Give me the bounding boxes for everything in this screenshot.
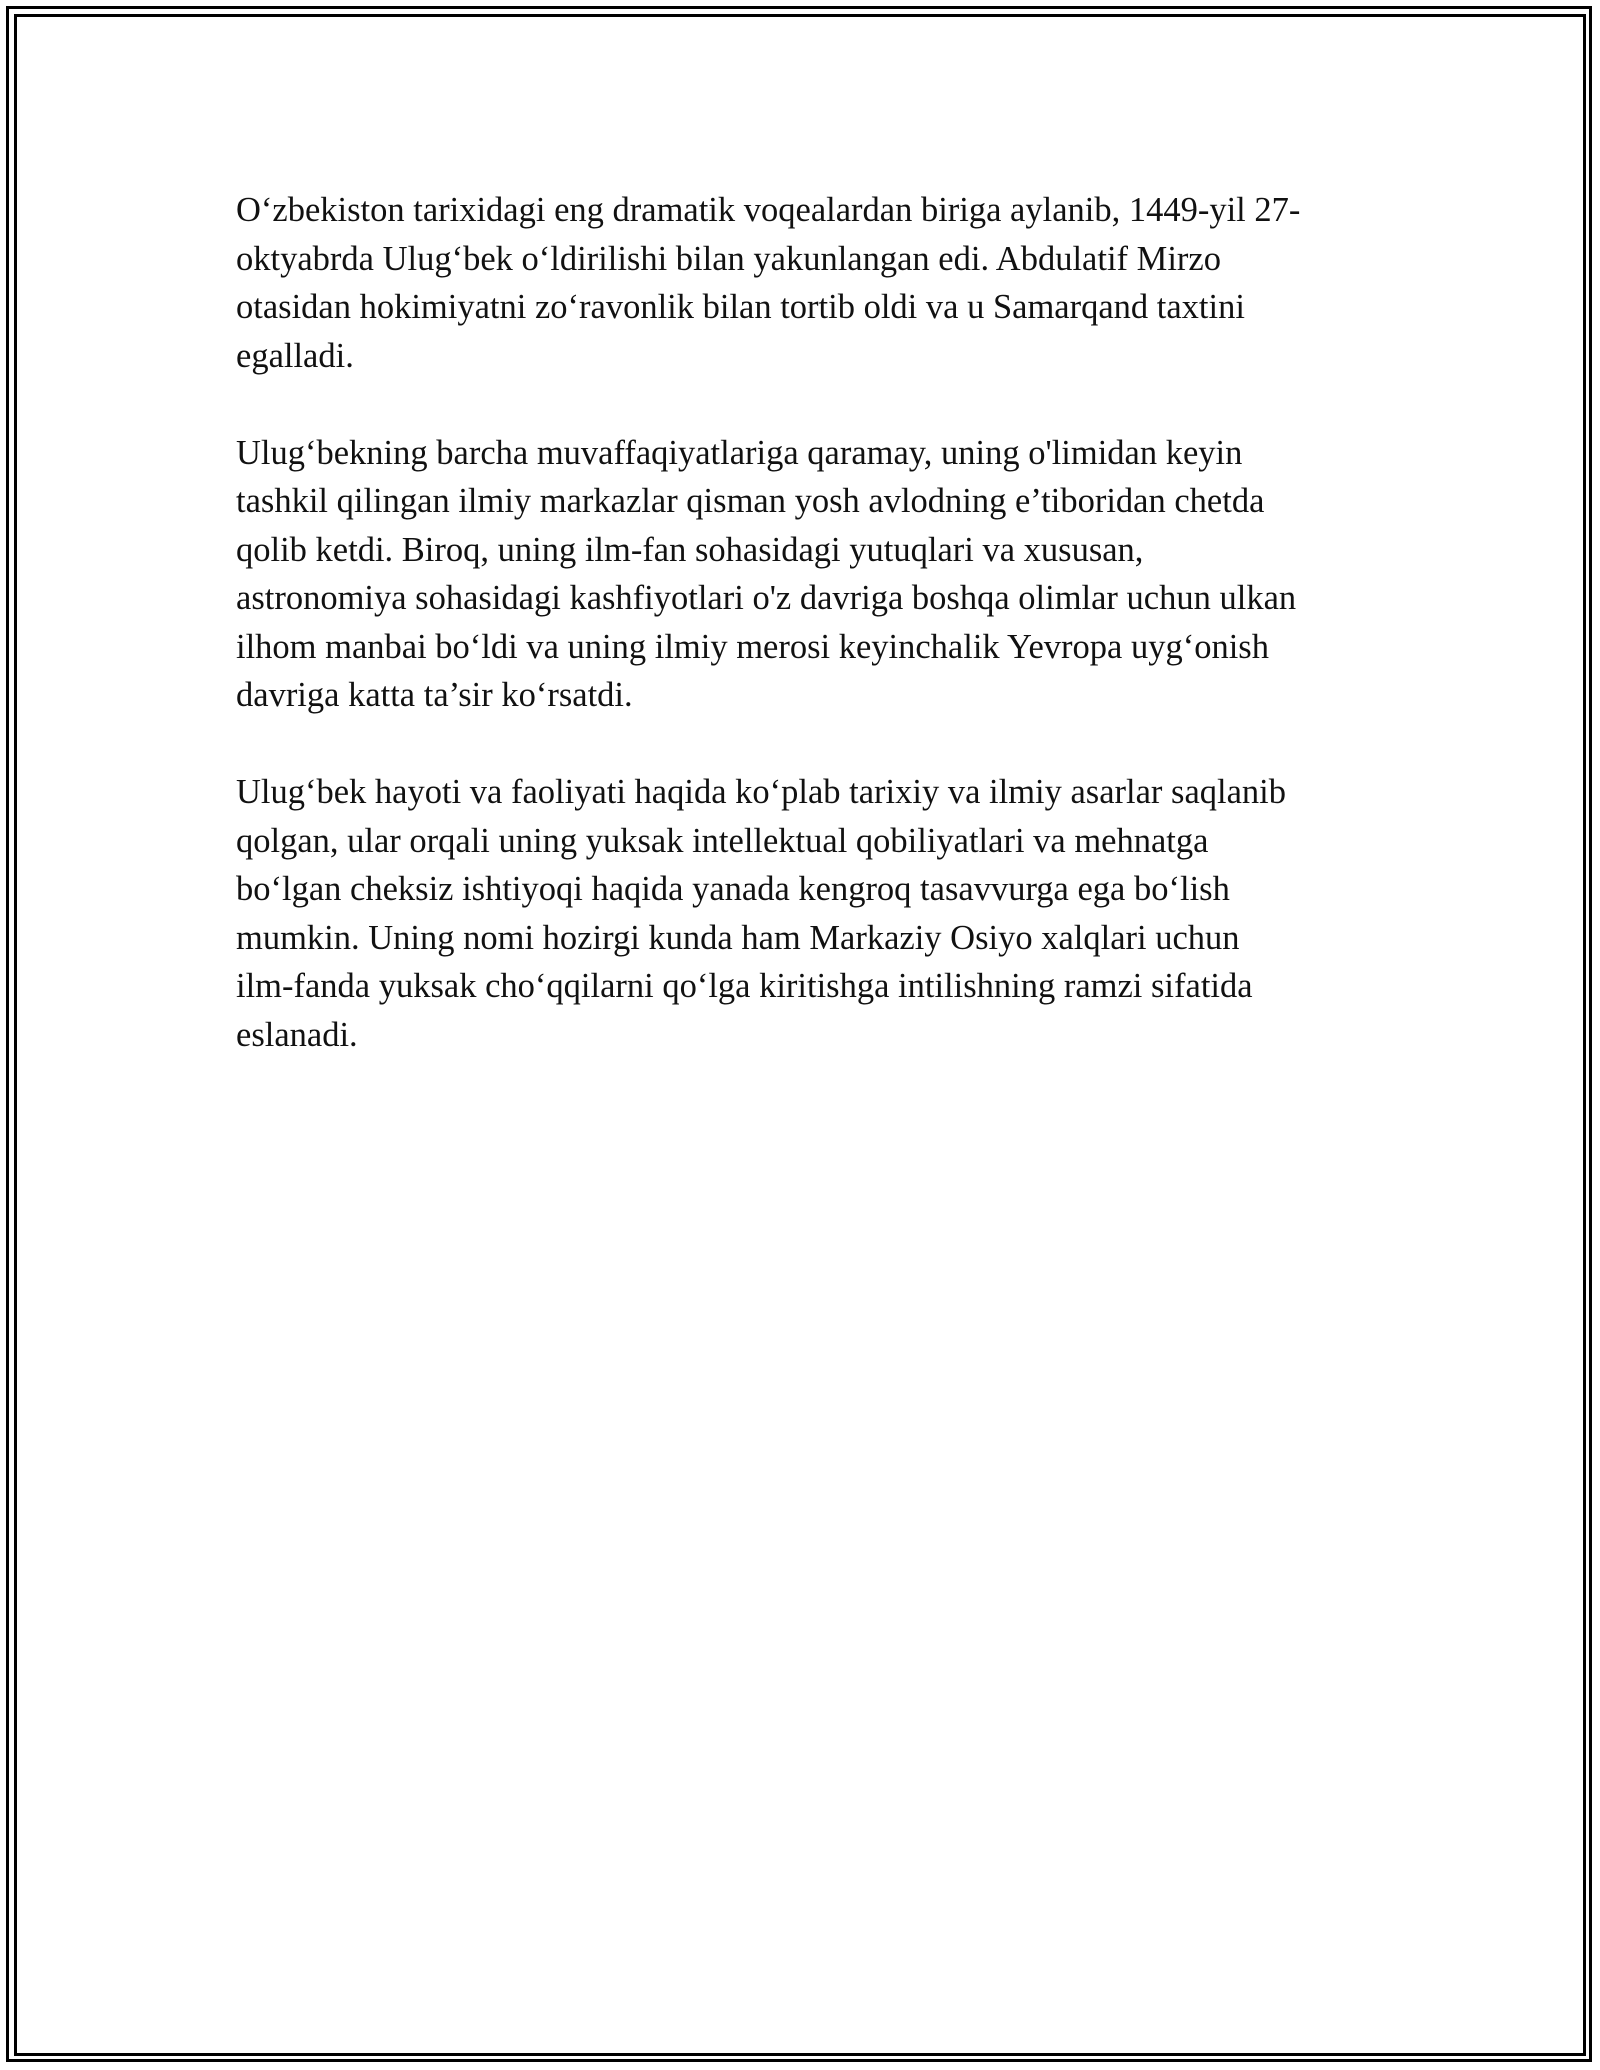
document-body	[236, 186, 1376, 1108]
paragraph-2: Ulug‘bekning barcha muvaffaqiyatlariga qaramay, uning o'limidan keyin tashkil qilingan ilmiy markazlar qisman yosh avlodning e’tiboridan chetda qolib ketdi. Biroq, uning ilm-fan sohasidagi yutuqlari va xususan, astronomiya sohasidagi kashfiyotlari o'z davriga boshqa olimlar uchun ulkan ilhom manbai bo‘ldi va uning ilmiy merosi keyinchalik Yevropa uyg‘onish davriga katta ta’sir ko‘rsatdi.	[236, 433, 1297, 714]
paragraph-1: O‘zbekiston tarixidagi eng dramatik voqealardan biriga aylanib, 1449-yil 27- oktyabrda Ulug‘bek o‘ldirilishi bilan yakunlangan edi. Abdulatif Mirzo otasidan hokimiyatni zo‘ravonlik bilan tortib oldi va u Samarqand taxtini egalladi.	[236, 191, 1301, 375]
paragraph-3: Ulug‘bek hayoti va faoliyati haqida ko‘plab tarixiy va ilmiy asarlar saqlanib qolgan, ular orqali uning yuksak intellektual qobiliyatlari va mehnatga bo‘lgan cheksiz ishtiyoqi haqida yanada kengroq tasavvurga ega bo‘lish mumkin. Uning nomi hozirgi kunda ham Markaziy Osiyo xalqlari uchun ilm-fanda yuksak cho‘qqilarni qo‘lga kiritishga intilishning ramzi sifatida eslanadi.	[236, 773, 1287, 1054]
